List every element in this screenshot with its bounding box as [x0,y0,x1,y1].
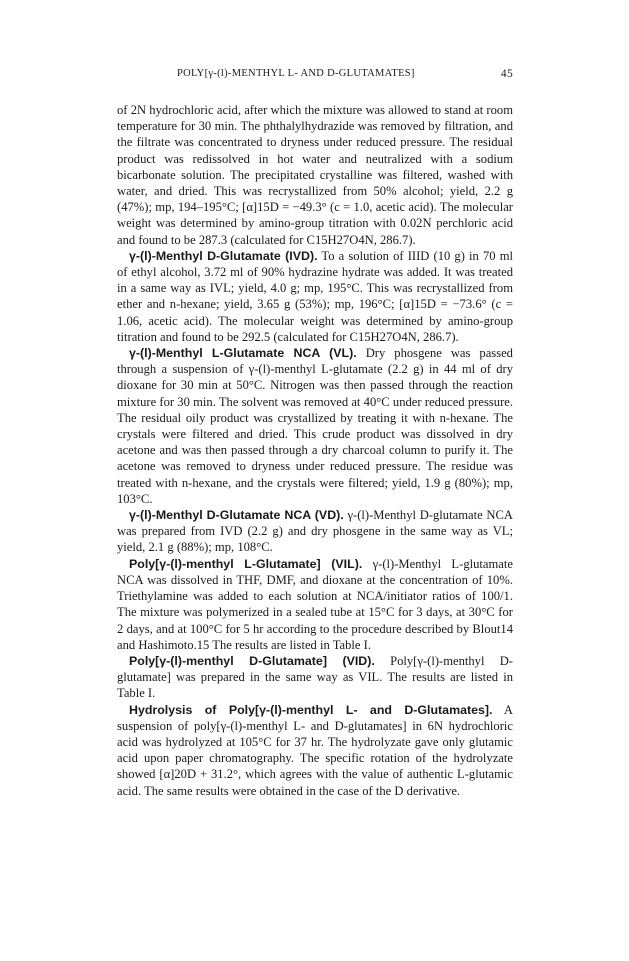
paragraph-text: γ-(l)-Menthyl L-glutamate NCA was dissolved in THF, DMF, and dioxane at the concentration of 10%. Triethylamine was added to each solution at NCA/initiator ratios of 100/1. The mixture was polymerized in a sealed tube at 15°C for 3 days, at 30°C for 2 days, and at 100°C for 5 hr according to the procedure described by Blout14 and Hashimoto.15 The results are listed in Table I. [117,556,513,652]
page-number: 45 [500,68,513,80]
paragraph-poly-d-glutamate [117,653,513,702]
paragraph-text: of 2N hydrochloric acid, after which the mixture was allowed to stand at room temperature for 30 min. The phthalylhydrazide was removed by filtration, and the filtrate was concentrated to dryness under reduced pressure. The residual product was redissolved in hot water and neutralized with a sodium bicarbonate solution. The precipitated crystalline was filtered, washed with water, and dried. This was recrystallized from 50% alcohol; yield, 2.2 g (47%); mp, 194–195°C; [α]15D = −49.3° (c = 1.0, acetic acid). The molecular weight was determined by amino-group titration with 0.02N perchloric acid and found to be 287.3 (calculated for C15H27O4N, 286.7). [117,103,513,247]
paragraph-continuation [117,102,513,248]
paragraph-heading: γ-(l)-Menthyl D-Glutamate NCA (VD). [129,508,344,523]
paragraph-text: Dry phosgene was passed through a suspension of γ-(l)-menthyl L-glutamate (2.2 g) in 44 ml of dry dioxane for 30 min at 50°C. Nitrogen was then passed through the reaction mixture for 30 min. The solvent was removed at 40°C under reduced pressure. The residual oily product was crystallized by treating it with n-hexane. The crystals were filtered and dried. This crude product was dissolved in dry acetone and was then passed through a dry charcoal column to purify it. The acetone was removed to dryness under reduced pressure. The residue was treated with n-hexane, and the crystals were filtered; yield, 1.9 g (80%); mp, 103°C. [117,346,513,506]
journal-page [117,68,513,799]
paragraph-heading: γ-(l)-Menthyl D-Glutamate (IVD). [129,248,318,263]
paragraph-heading: Poly[γ-(l)-menthyl D-Glutamate] (VID). [129,653,375,668]
paragraph-text: To a solution of IIID (10 g) in 70 ml of ethyl alcohol, 3.72 ml of 90% hydrazine hydrate was added. It was treated in a same way as IVL; yield, 4.0 g; mp, 195°C. This was recrystallized from ether and n-hexane; yield, 3.65 g (53%); mp, 196°C; [α]15D = −73.6° (c = 1.06, acetic acid). The molecular weight was determined by amino-group titration and found to be 292.5 (calculated for C15H27O4N, 286.7). [117,248,513,344]
running-header [117,68,513,84]
paragraph-heading: γ-(l)-Menthyl L-Glutamate NCA (VL). [129,346,357,361]
paragraph-poly-l-glutamate [117,556,513,653]
paragraph-heading: Hydrolysis of Poly[γ-(l)-menthyl L- and D-Glutamates]. [129,702,493,717]
paragraph-heading: Poly[γ-(l)-menthyl L-Glutamate] (VIL). [129,556,363,571]
paragraph-text: Poly[γ-(l)-menthyl D-glutamate] was prepared in the same way as VIL. The results are listed in Table I. [117,653,514,701]
running-title: POLY[γ-(l)-MENTHYL L- AND D-GLUTAMATES] [177,68,415,79]
paragraph-menthyl-l-glutamate-nca [117,345,513,507]
paragraph-text: γ-(l)-Menthyl D-glutamate NCA was prepared from IVD (2.2 g) and dry phosgene in the same way as VL; yield, 2.1 g (88%); mp, 108°C. [117,508,513,555]
paragraph-menthyl-d-glutamate [117,248,513,345]
paragraph-menthyl-d-glutamate-nca [117,507,513,556]
article-body [117,102,513,799]
paragraph-hydrolysis [117,702,513,799]
paragraph-text: A suspension of poly[γ-(l)-menthyl L- and D-glutamates] in 6N hydrochloric acid was hydrolyzed at 105°C for 37 hr. The hydrolyzate gave only glutamic acid upon paper chromatography. The specific rotation of the hydrolyzate showed [α]20D + 31.2°, which agrees with the value of authentic L-glutamic acid. The same results were obtained in the case of the D derivative. [117,702,513,798]
